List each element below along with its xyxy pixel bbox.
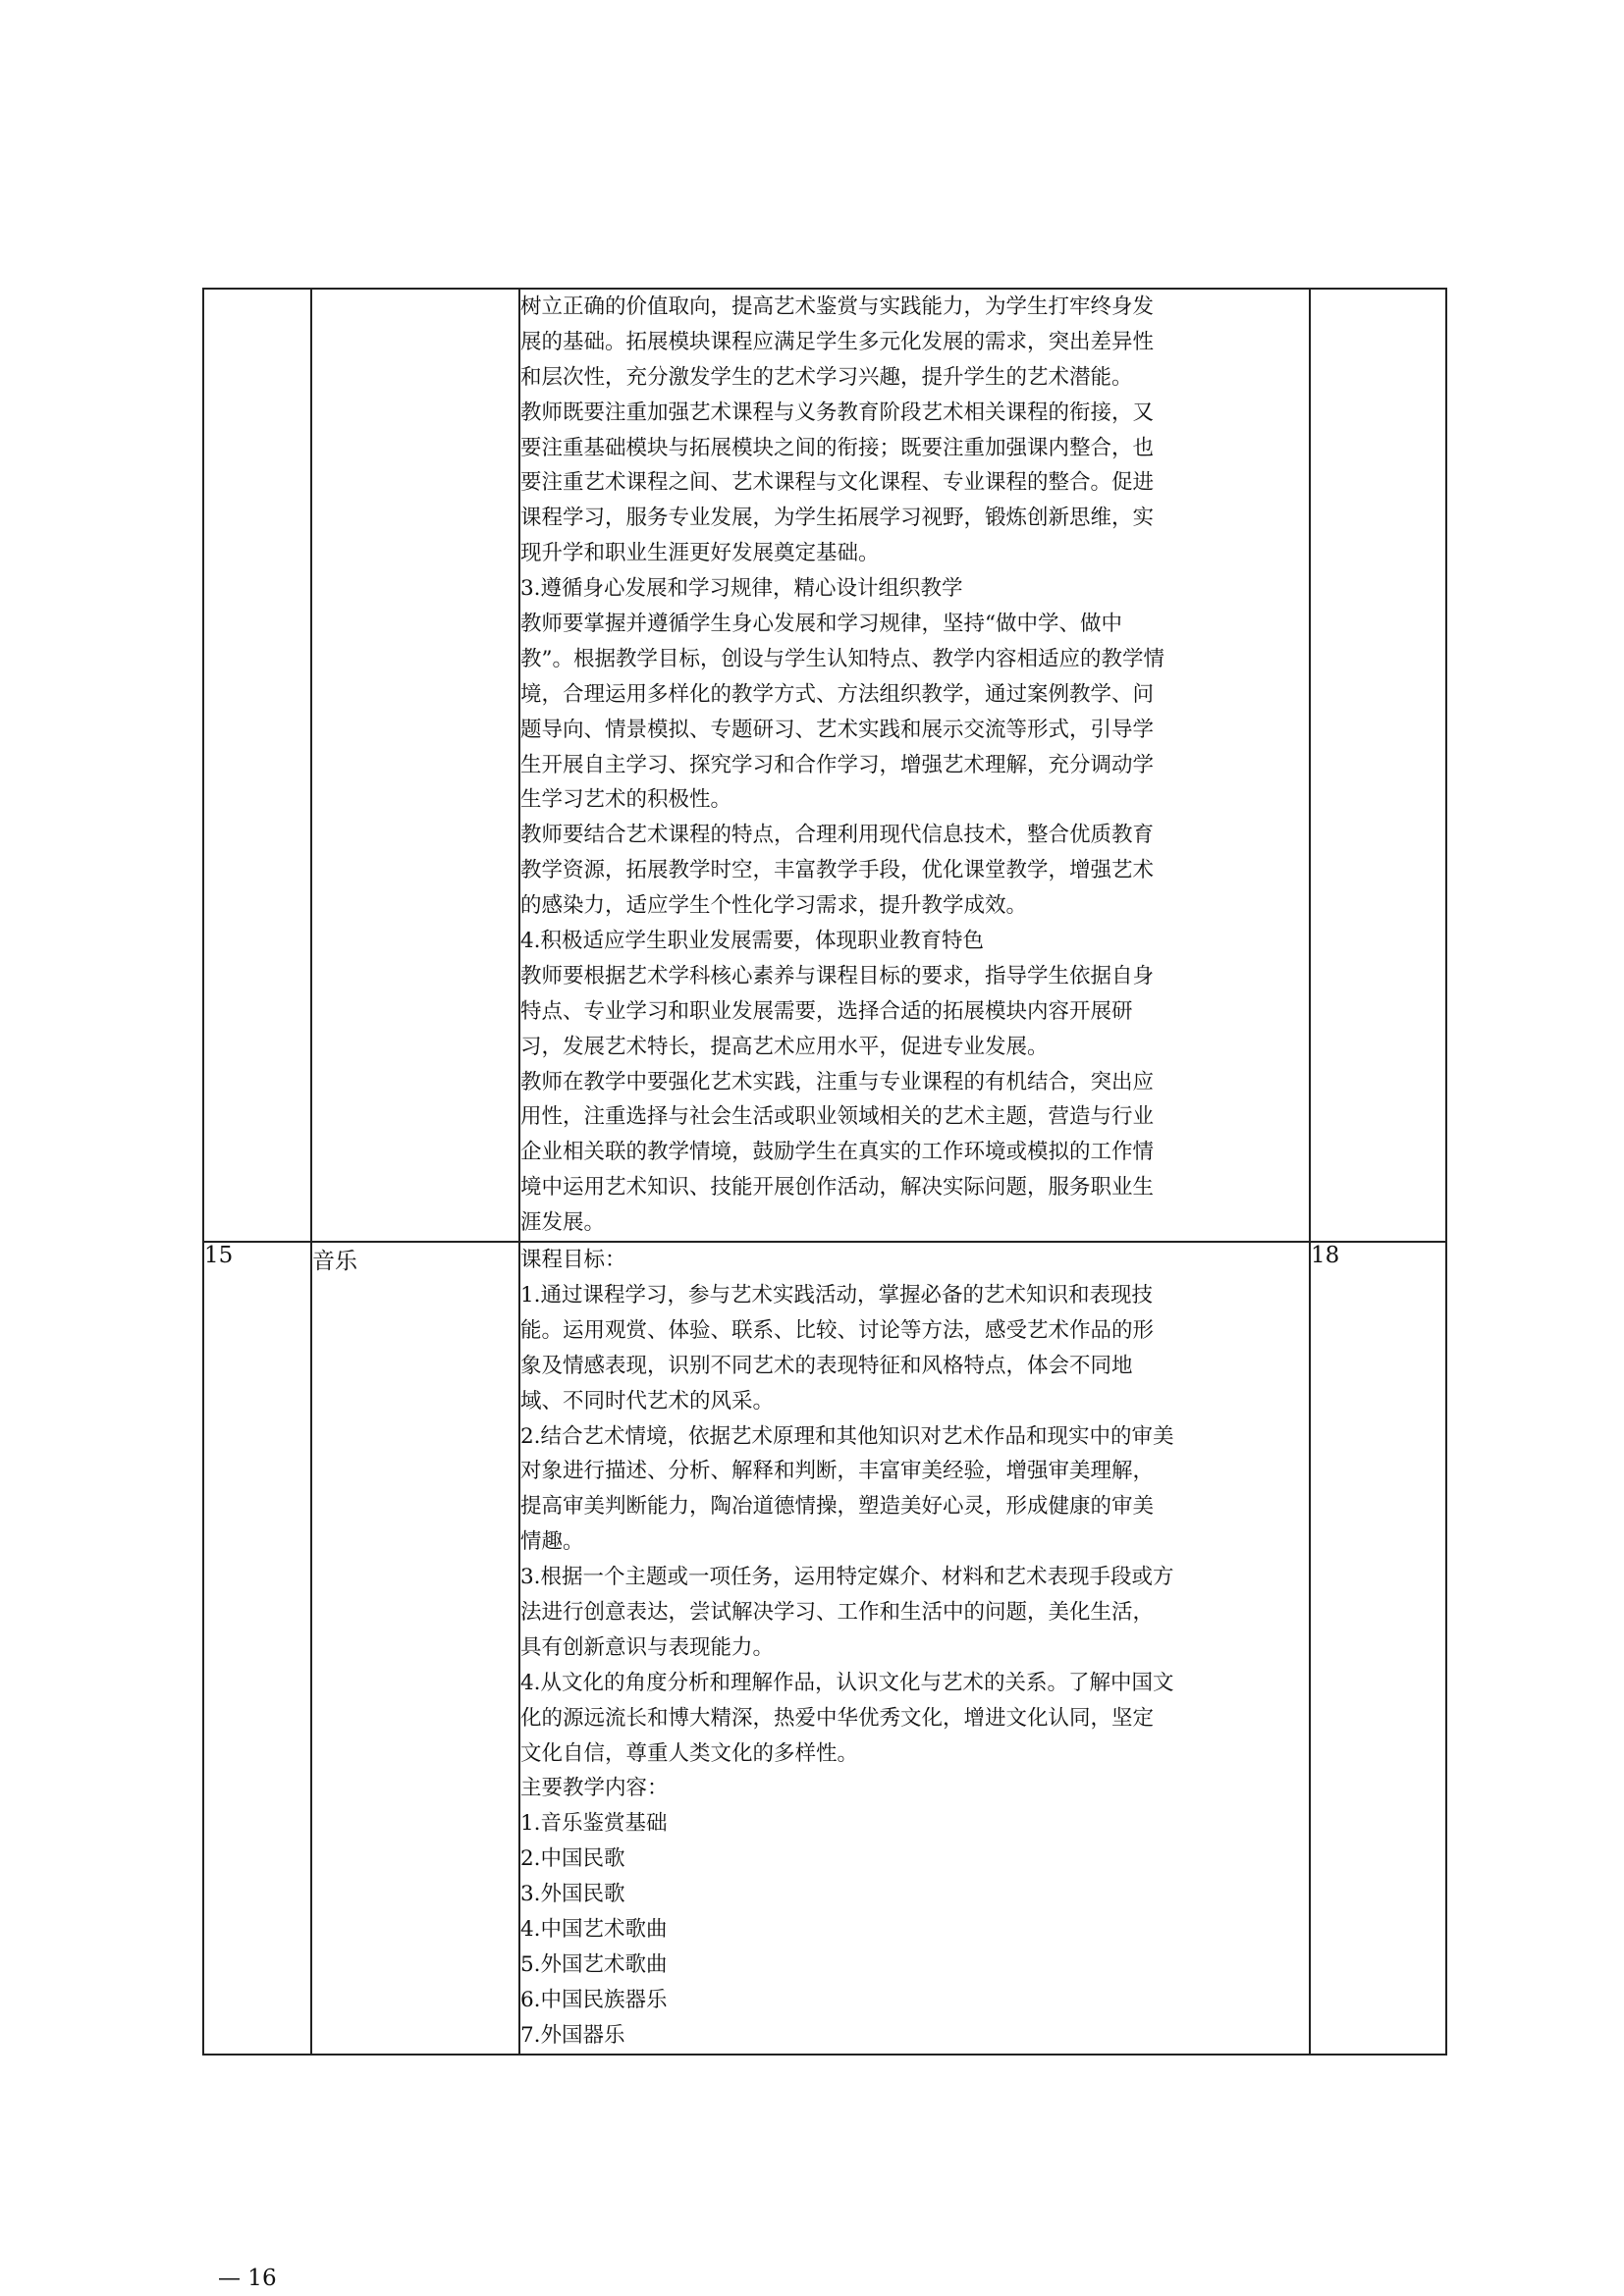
content-line: 境，合理运用多样化的教学方式、方法组织教学，通过案例教学、问 [520, 681, 1155, 707]
content-line: 4.积极适应学生职业发展需要，体现职业教育特色 [520, 929, 985, 954]
content-line: 3.根据一个主题或一项任务，运用特定媒介、材料和艺术表现手段或方 [520, 1565, 1174, 1590]
content-line: 化的源远流长和博大精深，热爱中华优秀文化，增进文化认同，坚定 [520, 1705, 1155, 1731]
content-line: 2.结合艺术情境，依据艺术原理和其他知识对艺术作品和现实中的审美 [520, 1423, 1174, 1449]
content-line: 象及情感表现，识别不同艺术的表现特征和风格特点，体会不同地 [520, 1353, 1133, 1378]
content-line: 现升学和职业生涯更好发展奠定基础。 [520, 541, 880, 566]
content-line: 教师既要注重加强艺术课程与义务教育阶段艺术相关课程的衔接，又 [520, 400, 1155, 425]
page-number: — 16 [218, 2266, 277, 2291]
table-row [203, 1242, 1446, 2054]
content-line: 教学资源，拓展教学时空，丰富教学手段，优化课堂教学，增强艺术 [520, 858, 1155, 883]
content-line: 情趣。 [520, 1529, 584, 1555]
content-line: 提高审美判断能力，陶冶道德情操，塑造美好心灵，形成健康的审美 [520, 1494, 1155, 1520]
content-line: 域、不同时代艺术的风采。 [520, 1388, 775, 1414]
content-line: 生学习艺术的积极性。 [520, 787, 732, 813]
content-line: 主要教学内容： [520, 1776, 669, 1801]
content-line: 的感染力，适应学生个性化学习需求，提升教学成效。 [520, 893, 1028, 919]
course-content-cell [519, 1242, 1310, 2054]
content-line: 教师要根据艺术学科核心素养与课程目标的要求，指导学生依据自身 [520, 963, 1155, 988]
content-line: 具有创新意识与表现能力。 [520, 1634, 775, 1660]
content-line: 文化自信，尊重人类文化的多样性。 [520, 1740, 859, 1766]
course-index-cell: 15 [203, 1242, 311, 2054]
content-line: 教师要结合艺术课程的特点，合理利用现代信息技术，整合优质教育 [520, 823, 1155, 848]
content-line: 4.从文化的角度分析和理解作品，认识文化与艺术的关系。了解中国文 [520, 1670, 1174, 1695]
content-line: 课程学习，服务专业发展，为学生拓展学习视野，锻炼创新思维，实 [520, 506, 1155, 531]
content-line: 4.中国艺术歌曲 [520, 1916, 668, 1942]
content-line: 涯发展。 [520, 1210, 606, 1236]
content-line: 树立正确的价值取向，提高艺术鉴赏与实践能力，为学生打牢终身发 [520, 294, 1155, 319]
content-line: 对象进行描述、分析、解释和判断，丰富审美经验，增强审美理解， [520, 1459, 1155, 1484]
content-line: 课程目标： [520, 1248, 626, 1273]
content-line: 企业相关联的教学情境，鼓励学生在真实的工作环境或模拟的工作情 [520, 1140, 1155, 1165]
curriculum-table [202, 288, 1447, 2056]
course-hours-cell [1310, 289, 1446, 1242]
content-line: 和层次性，充分激发学生的艺术学习兴趣，提升学生的艺术潜能。 [520, 364, 1133, 390]
content-line: 5.外国艺术歌曲 [520, 1951, 668, 1977]
content-line: 境中运用艺术知识、技能开展创作活动，解决实际问题，服务职业生 [520, 1175, 1155, 1201]
content-line: 能。运用观赏、体验、联系、比较、讨论等方法，感受艺术作品的形 [520, 1317, 1155, 1343]
course-hours-cell: 18 [1310, 1242, 1446, 2054]
content-line: 1.音乐鉴赏基础 [520, 1811, 668, 1837]
content-line: 习，发展艺术特长，提高艺术应用水平，促进专业发展。 [520, 1034, 1049, 1059]
content-line: 用性，注重选择与社会生活或职业领域相关的艺术主题，营造与行业 [520, 1104, 1155, 1130]
content-line: 教”。根据教学目标，创设与学生认知特点、教学内容相适应的教学情 [520, 646, 1164, 671]
content-line: 题导向、情景模拟、专题研习、艺术实践和展示交流等形式，引导学 [520, 717, 1155, 742]
content-line: 展的基础。拓展模块课程应满足学生多元化发展的需求，突出差异性 [520, 329, 1155, 354]
content-line: 教师要掌握并遵循学生身心发展和学习规律，坚持“做中学、做中 [520, 612, 1122, 637]
course-index-cell [203, 289, 311, 1242]
course-name-cell: 音乐 [311, 1242, 519, 2054]
content-line: 7.外国器乐 [520, 2022, 625, 2048]
content-line: 教师在教学中要强化艺术实践，注重与专业课程的有机结合，突出应 [520, 1069, 1155, 1095]
content-line: 要注重艺术课程之间、艺术课程与文化课程、专业课程的整合。促进 [520, 470, 1155, 496]
content-line: 6.中国民族器乐 [520, 1987, 668, 2012]
content-line: 要注重基础模块与拓展模块之间的衔接；既要注重加强课内整合，也 [520, 435, 1155, 460]
content-line: 3.遵循身心发展和学习规律，精心设计组织教学 [520, 576, 963, 602]
course-name-cell [311, 289, 519, 1242]
table-row [203, 289, 1446, 1242]
content-line: 2.中国民歌 [520, 1846, 625, 1872]
content-line: 法进行创意表达，尝试解决学习、工作和生活中的问题，美化生活， [520, 1599, 1155, 1625]
content-line: 生开展自主学习、探究学习和合作学习，增强艺术理解，充分调动学 [520, 752, 1155, 777]
curriculum-table-body [203, 289, 1446, 2055]
course-content-cell [519, 289, 1310, 1242]
content-line: 特点、专业学习和职业发展需要，选择合适的拓展模块内容开展研 [520, 998, 1133, 1024]
content-line: 3.外国民歌 [520, 1882, 625, 1907]
content-line: 1.通过课程学习，参与艺术实践活动，掌握必备的艺术知识和表现技 [520, 1282, 1154, 1308]
